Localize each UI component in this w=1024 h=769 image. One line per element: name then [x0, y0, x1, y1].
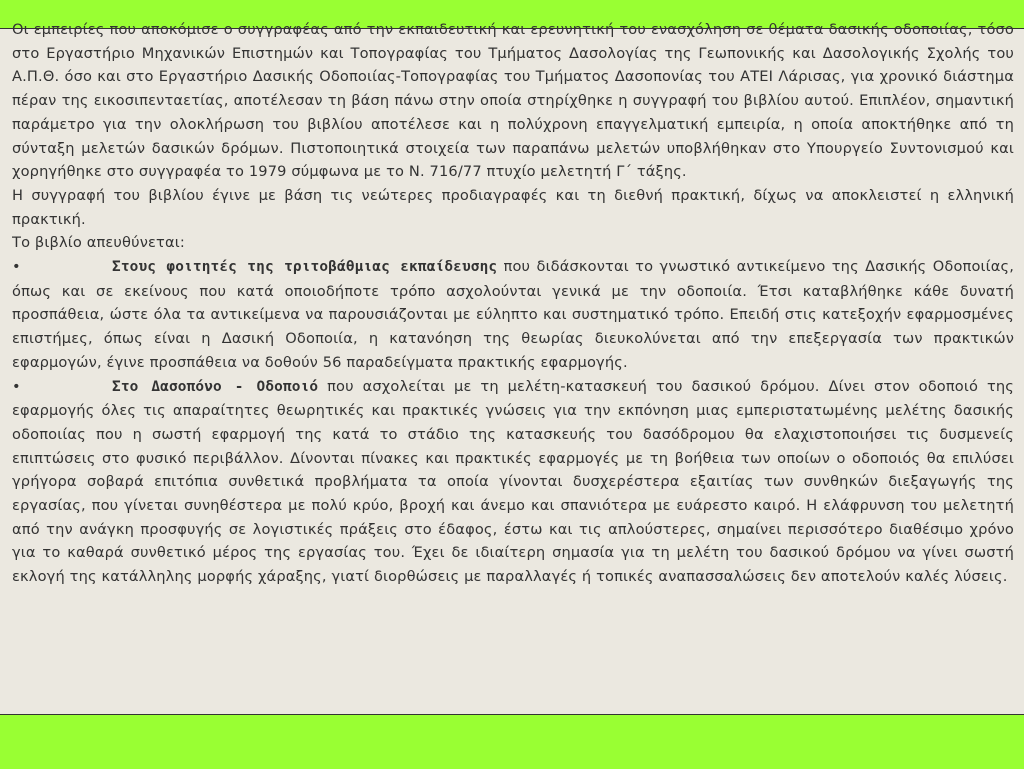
bullet-forester	[12, 375, 1014, 589]
paragraph-specs: Η συγγραφή του βιβλίου έγινε με βάση τις νεώτερες προδιαγραφές και τη διεθνή πρακτική, δίχως να αποκλειστεί η ελληνική πρακτική.	[12, 186, 1014, 228]
bullet-icon: •	[12, 377, 21, 395]
paragraph-intro: Οι εμπειρίες που αποκόμισε ο συγγραφέας από την εκπαιδευτική και ερευνητική του ενασχόληση σε θέματα δασικής οδοποιίας, τόσο στο Εργαστήριο Μηχανικών Επιστημών και Τοπογραφίας του Τμήματος Δασολογίας της Γεωπονικής και Δασολογικής Σχολής του Α.Π.Θ. όσο και στο Εργαστήριο Δασικής Οδοποιίας-Τοπογραφίας του Τμήματος Δασοπονίας του ΑΤΕΙ Λάρισας, για χρονικό διάστημα πέραν της εικοσιπενταετίας, αποτέλεσαν τη βάση πάνω στην οποία στηρίχθηκε η συγγραφή του βιβλίου αυτού. Επιπλέον, σημαντική παράμετρο για την ολοκλήρωση του βιβλίου αποτέλεσε και η πολύχρονη επαγγελματική εμπειρία, η οποία αποκτήθηκε από τη σύνταξη μελετών δασικών δρόμων. Πιστοποιητικά στοιχεία των παραπάνω μελετών υποβλήθηκαν στο Υπουργείο Συντονισμού και χορηγήθηκε στο συγγραφέα το 1979 σύμφωνα με το Ν. 716/77 πτυχίο μελετητή Γ΄ τάξης.	[12, 21, 1014, 181]
bullet-forester-text: που ασχολείται με τη μελέτη-κατασκευή του δασικού δρόμου. Δίνει στον οδοποιό της εφαρμογής όλες τις απαραίτητες θεωρητικές και πρακτικές γνώσεις για την εκπόνηση μιας εμπεριστατωμένης μελέτης δασικής οδοποιίας που η σωστή εφαρμογή της κατά το στάδιο της κατασκευής του δασόδρομου θα ελαχιστοποιήσει τις δυσμενείς επιπτώσεις στο φυσικό περιβάλλον. Δίνονται πίνακες και πρακτικές εφαρμογές με τη βοήθεια των οποίων ο οδοποιός θα επιλύσει γρήγορα σοβαρά επιτόπια συνθετικά προβλήματα τα οποία γίνονται δυσχερέστερα εξαιτίας των συνθηκών διεξαγωγής της εργασίας, που γίνεται συνηθέστερα με πολύ κρύο, βροχή και άνεμο και σπανιότερα με ευάρεστο καιρό. Η ελάφρυνση του μελετητή από την ανάγκη προσφυγής σε λογιστικές πράξεις στο έδαφος, έστω και τις απλούστερες, σημαίνει περισσότερο διαθέσιμο χρόνο για το καθαρά συνθετικό μέρος της εργασίας του. Έχει δε ιδιαίτερη σημασία για τη μελέτη του δασικού δρόμου να γίνει σωστή εκλογή της κατάλληλης μορφής χάραξης, γιατί διορθώσεις με παραλλαγές ή τοπικές αναπασσαλώσεις δεν αποτελούν καλές λύσεις.	[12, 377, 1014, 586]
paragraph-audience-heading: Το βιβλίο απευθύνεται:	[12, 234, 185, 252]
bullet-students-text: που διδάσκονται το γνωστικό αντικείμενο της Δασικής Οδοποιίας, όπως και σε εκείνους που κατά οποιοδήποτε τρόπο ασχολούνται γενικά με την οδοποιία. Έτσι καταβλήθηκε κάθε δυνατή προσπάθεια, ώστε όλα τα αντικείμενα να παρουσιάζονται με εύληπτο και συστηματικό τρόπο. Επειδή στις κατεξοχήν εφαρμοσμένες επιστήμες, όπως είναι η Δασική Οδοποιία, η κατανόηση της θεωρίας διευκολύνεται από την επεξεργασία των πρακτικών εφαρμογών, έγινε προσπάθεια να δοθούν 56 παραδείγματα πρακτικής εφαρμογής.	[12, 258, 1014, 371]
bullet-students	[12, 255, 1014, 375]
bullet-icon: •	[12, 258, 21, 276]
bottom-green-band	[0, 714, 1024, 769]
bullet-students-bold: Στους φοιτητές της τριτοβάθμιας εκπαίδευσης	[112, 259, 498, 276]
bullet-forester-bold: Στο Δασοπόνο - Οδοποιό	[112, 378, 319, 395]
document-body	[12, 18, 1014, 714]
